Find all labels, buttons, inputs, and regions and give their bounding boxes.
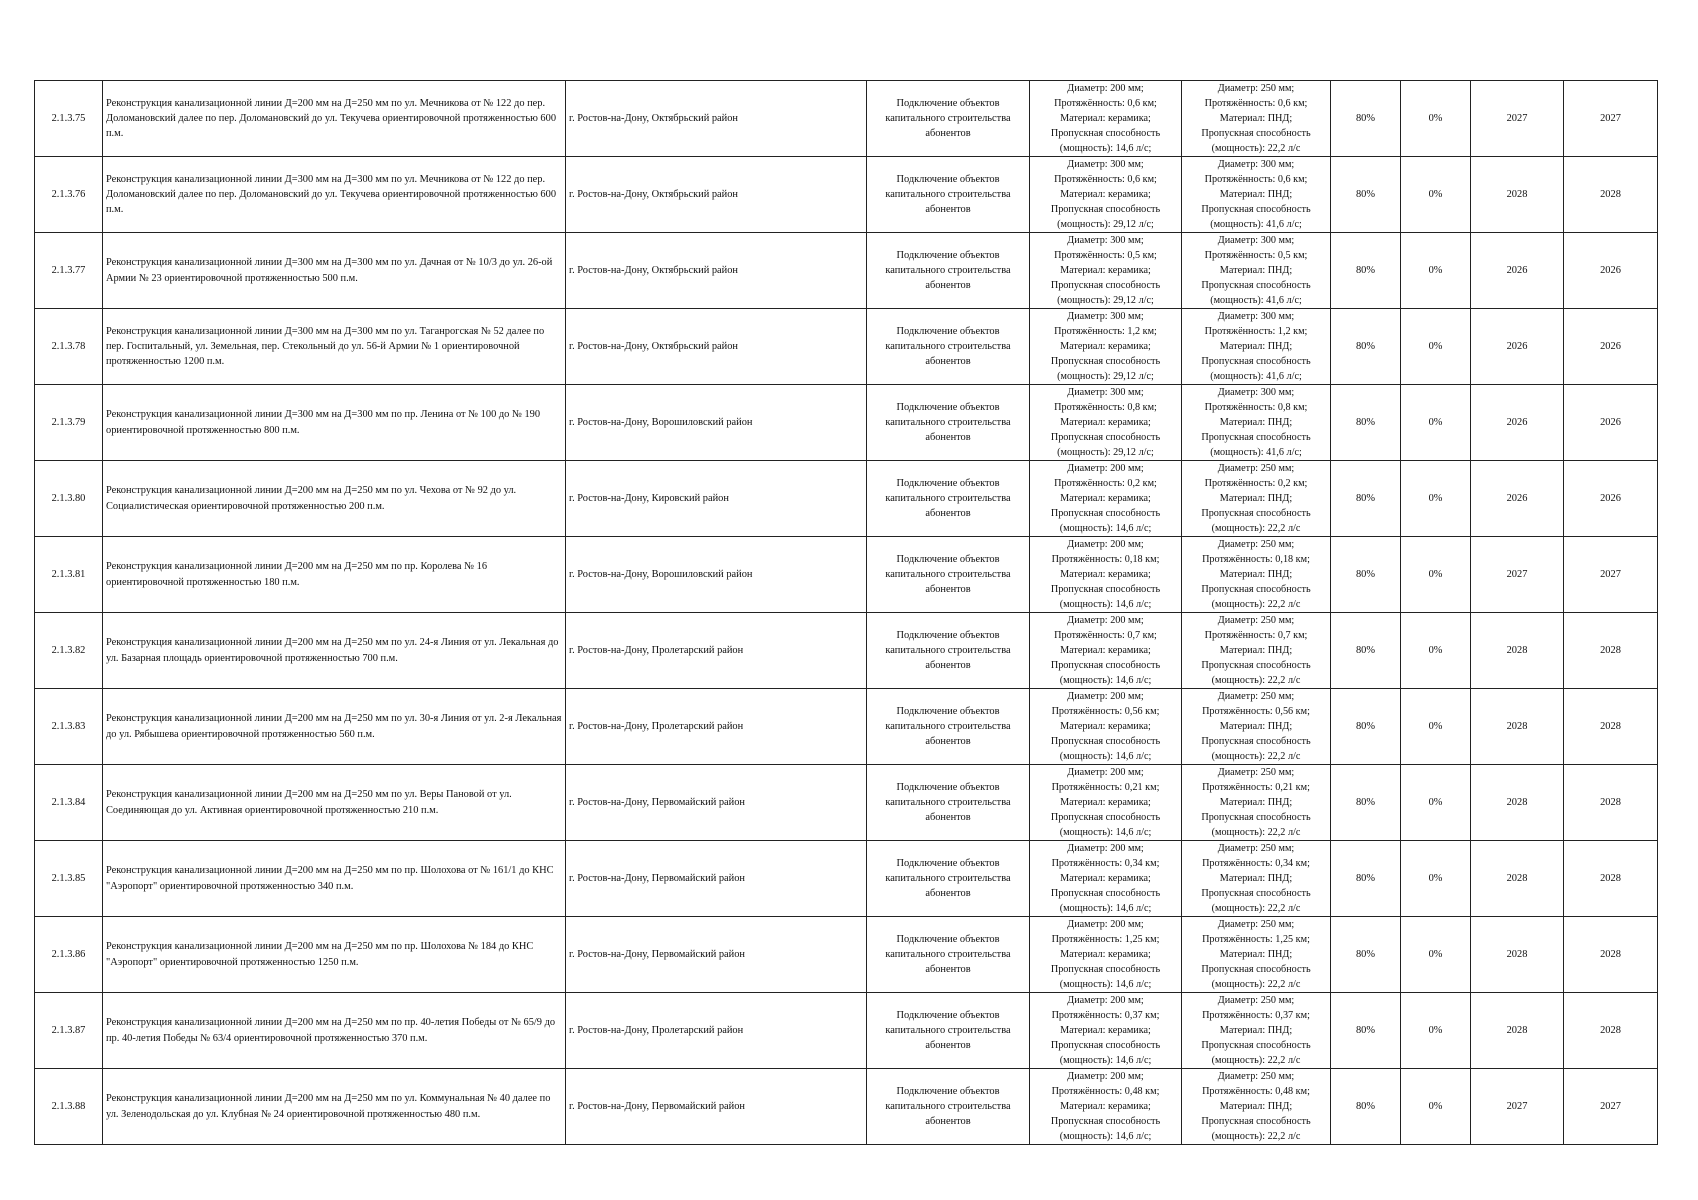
parameters-after <box>1182 309 1331 385</box>
parameter-line: Диаметр: 200 мм; <box>1067 995 1144 1006</box>
percent-value-1: 80% <box>1331 841 1401 917</box>
year-end: 2028 <box>1564 613 1658 689</box>
parameters-before <box>1030 613 1182 689</box>
parameter-line: Диаметр: 200 мм; <box>1067 691 1144 702</box>
project-purpose: Подключение объектов капитального строительства абонентов <box>867 233 1030 309</box>
project-description: Реконструкция канализационной линии Д=300 мм на Д=300 мм по ул. Мечникова от № 122 до пер. Доломановский далее по пер. Доломановский до ул. Текучева ориентировочной протяженностью 600 п.м. <box>103 157 566 233</box>
parameter-line: Материал: керамика; <box>1060 645 1151 656</box>
parameter-line: Протяжённость: 0,37 км; <box>1202 1010 1310 1021</box>
project-purpose: Подключение объектов капитального строительства абонентов <box>867 765 1030 841</box>
parameter-line: Материал: керамика; <box>1060 493 1151 504</box>
parameter-line: (мощность): 22,2 л/с <box>1211 599 1301 610</box>
parameter-line: Материал: керамика; <box>1060 189 1151 200</box>
year-start: 2026 <box>1471 309 1564 385</box>
parameter-line: Протяжённость: 1,2 км; <box>1204 326 1308 337</box>
table-row <box>35 993 1658 1069</box>
parameter-line: Протяжённость: 0,48 км; <box>1051 1086 1160 1097</box>
project-purpose: Подключение объектов капитального строительства абонентов <box>867 917 1030 993</box>
project-location: г. Ростов-на-Дону, Пролетарский район <box>566 689 867 765</box>
project-location: г. Ростов-на-Дону, Пролетарский район <box>566 613 867 689</box>
parameter-line: Пропускная способность <box>1201 888 1311 899</box>
parameters-after <box>1182 537 1331 613</box>
parameter-line: Диаметр: 200 мм; <box>1067 767 1144 778</box>
project-description: Реконструкция канализационной линии Д=300 мм на Д=300 мм по пр. Ленина от № 100 до № 190 ориентировочной протяженностью 800 п.м. <box>103 385 566 461</box>
parameter-line: Материал: керамика; <box>1060 113 1151 124</box>
parameter-line: Пропускная способность <box>1201 204 1311 215</box>
parameter-line: Диаметр: 300 мм; <box>1217 387 1295 398</box>
parameter-line: Материал: ПНД; <box>1219 493 1293 504</box>
project-location: г. Ростов-на-Дону, Ворошиловский район <box>566 537 867 613</box>
project-description: Реконструкция канализационной линии Д=200 мм на Д=250 мм по ул. Коммунальная № 40 далее по ул. Зеленодольская до ул. Клубная № 24 ориентировочной протяженностью 480 п.м. <box>103 1069 566 1145</box>
percent-value-2: 0% <box>1401 689 1471 765</box>
parameter-line: Диаметр: 250 мм; <box>1217 995 1295 1006</box>
percent-value-2: 0% <box>1401 993 1471 1069</box>
parameters-after <box>1182 81 1331 157</box>
project-location: г. Ростов-на-Дону, Пролетарский район <box>566 993 867 1069</box>
parameter-line: (мощность): 41,6 л/с; <box>1210 371 1302 382</box>
percent-value-1: 80% <box>1331 993 1401 1069</box>
parameter-line: Протяжённость: 0,2 км; <box>1054 478 1157 489</box>
parameter-line: Пропускная способность <box>1050 356 1161 367</box>
percent-value-1: 80% <box>1331 689 1401 765</box>
parameter-line: Пропускная способность <box>1050 1040 1161 1051</box>
parameters-after <box>1182 1069 1331 1145</box>
project-purpose: Подключение объектов капитального строительства абонентов <box>867 157 1030 233</box>
parameter-line: (мощность): 22,2 л/с <box>1211 143 1301 154</box>
parameter-line: Диаметр: 250 мм; <box>1217 615 1295 626</box>
percent-value-1: 80% <box>1331 765 1401 841</box>
parameter-line: Протяжённость: 0,6 км; <box>1054 98 1157 109</box>
percent-value-1: 80% <box>1331 537 1401 613</box>
parameter-line: Материал: керамика; <box>1060 1025 1151 1036</box>
parameter-line: (мощность): 29,12 л/с; <box>1057 447 1154 458</box>
parameter-line: (мощность): 22,2 л/с <box>1211 523 1301 534</box>
table-row <box>35 537 1658 613</box>
year-start: 2028 <box>1471 157 1564 233</box>
parameter-line: Материал: керамика; <box>1060 873 1151 884</box>
parameter-line: Протяжённость: 0,6 км; <box>1054 174 1157 185</box>
percent-value-2: 0% <box>1401 765 1471 841</box>
parameter-line: Диаметр: 300 мм; <box>1067 311 1144 322</box>
parameter-line: Диаметр: 200 мм; <box>1067 463 1144 474</box>
parameter-line: Пропускная способность <box>1201 1116 1311 1127</box>
table-row <box>35 461 1658 537</box>
project-location: г. Ростов-на-Дону, Первомайский район <box>566 765 867 841</box>
parameters-before <box>1030 461 1182 537</box>
year-start: 2028 <box>1471 993 1564 1069</box>
percent-value-2: 0% <box>1401 385 1471 461</box>
year-end: 2026 <box>1564 385 1658 461</box>
project-location: г. Ростов-на-Дону, Кировский район <box>566 461 867 537</box>
parameter-line: Пропускная способность <box>1201 1040 1311 1051</box>
parameters-before <box>1030 841 1182 917</box>
year-end: 2027 <box>1564 537 1658 613</box>
row-number: 2.1.3.79 <box>35 385 103 461</box>
project-purpose: Подключение объектов капитального строительства абонентов <box>867 309 1030 385</box>
parameter-line: Диаметр: 200 мм; <box>1067 83 1144 94</box>
parameters-before <box>1030 1069 1182 1145</box>
parameter-line: Диаметр: 250 мм; <box>1217 539 1295 550</box>
year-start: 2027 <box>1471 537 1564 613</box>
percent-value-1: 80% <box>1331 233 1401 309</box>
row-number: 2.1.3.75 <box>35 81 103 157</box>
parameters-after <box>1182 917 1331 993</box>
parameter-line: (мощность): 14,6 л/с; <box>1059 523 1152 534</box>
parameter-line: Пропускная способность <box>1050 812 1161 823</box>
parameters-before <box>1030 309 1182 385</box>
parameters-after <box>1182 765 1331 841</box>
project-description: Реконструкция канализационной линии Д=200 мм на Д=250 мм по пр. Шолохова № 184 до КНС "Аэропорт" ориентировочной протяженностью 1250 п.м. <box>103 917 566 993</box>
parameter-line: Материал: ПНД; <box>1219 569 1293 580</box>
parameter-line: (мощность): 22,2 л/с <box>1211 1055 1301 1066</box>
parameters-after <box>1182 157 1331 233</box>
year-start: 2028 <box>1471 841 1564 917</box>
parameter-line: (мощность): 22,2 л/с <box>1211 751 1301 762</box>
parameters-after <box>1182 385 1331 461</box>
percent-value-2: 0% <box>1401 309 1471 385</box>
year-end: 2028 <box>1564 765 1658 841</box>
parameter-line: Диаметр: 250 мм; <box>1217 919 1295 930</box>
parameter-line: (мощность): 29,12 л/с; <box>1057 219 1154 230</box>
row-number: 2.1.3.86 <box>35 917 103 993</box>
parameter-line: (мощность): 22,2 л/с <box>1211 675 1301 686</box>
parameter-line: Протяжённость: 0,18 км; <box>1202 554 1310 565</box>
parameter-line: Протяжённость: 0,21 км; <box>1202 782 1310 793</box>
parameter-line: Диаметр: 250 мм; <box>1217 843 1295 854</box>
parameters-before <box>1030 233 1182 309</box>
parameters-after <box>1182 993 1331 1069</box>
parameter-line: Диаметр: 300 мм; <box>1067 235 1144 246</box>
percent-value-2: 0% <box>1401 537 1471 613</box>
percent-value-2: 0% <box>1401 81 1471 157</box>
parameter-line: Пропускная способность <box>1050 508 1161 519</box>
year-end: 2028 <box>1564 841 1658 917</box>
percent-value-2: 0% <box>1401 613 1471 689</box>
parameter-line: Пропускная способность <box>1201 964 1311 975</box>
parameter-line: Протяжённость: 0,56 км; <box>1202 706 1310 717</box>
project-description: Реконструкция канализационной линии Д=200 мм на Д=250 мм по пр. 40-летия Победы от № 65/9 до пр. 40-летия Победы № 63/4 ориентировочной протяженностью 370 п.м. <box>103 993 566 1069</box>
parameter-line: Пропускная способность <box>1050 736 1161 747</box>
project-purpose: Подключение объектов капитального строительства абонентов <box>867 689 1030 765</box>
table-row <box>35 689 1658 765</box>
parameter-line: Протяжённость: 0,34 км; <box>1202 858 1310 869</box>
parameter-line: (мощность): 22,2 л/с <box>1211 903 1301 914</box>
parameter-line: Диаметр: 250 мм; <box>1217 463 1295 474</box>
parameter-line: (мощность): 14,6 л/с; <box>1059 599 1152 610</box>
parameter-line: Пропускная способность <box>1050 128 1161 139</box>
project-description: Реконструкция канализационной линии Д=200 мм на Д=250 мм по ул. Мечникова от № 122 до пер. Доломановский далее по пер. Доломановский до ул. Текучева ориентировочной протяженностью 600 п.м. <box>103 81 566 157</box>
percent-value-2: 0% <box>1401 917 1471 993</box>
parameters-before <box>1030 537 1182 613</box>
parameter-line: Диаметр: 250 мм; <box>1217 1071 1295 1082</box>
year-start: 2027 <box>1471 1069 1564 1145</box>
project-description: Реконструкция канализационной линии Д=200 мм на Д=250 мм по ул. 30-я Линия от ул. 2-я Лекальная до ул. Рябышева ориентировочной протяженностью 560 п.м. <box>103 689 566 765</box>
parameter-line: Диаметр: 250 мм; <box>1217 83 1295 94</box>
project-description: Реконструкция канализационной линии Д=200 мм на Д=250 мм по ул. Чехова от № 92 до ул. Социалистическая ориентировочной протяженностью 200 п.м. <box>103 461 566 537</box>
parameter-line: Материал: ПНД; <box>1219 265 1293 276</box>
parameter-line: Пропускная способность <box>1201 508 1311 519</box>
parameters-before <box>1030 917 1182 993</box>
project-purpose: Подключение объектов капитального строительства абонентов <box>867 537 1030 613</box>
parameter-line: Диаметр: 300 мм; <box>1067 159 1144 170</box>
parameter-line: Пропускная способность <box>1050 280 1161 291</box>
parameter-line: Материал: ПНД; <box>1219 873 1293 884</box>
parameter-line: Диаметр: 200 мм; <box>1067 919 1144 930</box>
row-number: 2.1.3.81 <box>35 537 103 613</box>
project-location: г. Ростов-на-Дону, Первомайский район <box>566 917 867 993</box>
parameter-line: Пропускная способность <box>1050 660 1161 671</box>
parameter-line: Материал: ПНД; <box>1219 417 1293 428</box>
parameter-line: Материал: ПНД; <box>1219 797 1293 808</box>
parameter-line: Материал: керамика; <box>1060 569 1151 580</box>
year-start: 2028 <box>1471 689 1564 765</box>
parameter-line: Пропускная способность <box>1201 356 1311 367</box>
parameter-line: Протяжённость: 0,2 км; <box>1204 478 1308 489</box>
parameter-line: Материал: ПНД; <box>1219 1101 1293 1112</box>
project-location: г. Ростов-на-Дону, Октябрьский район <box>566 157 867 233</box>
percent-value-1: 80% <box>1331 1069 1401 1145</box>
row-number: 2.1.3.80 <box>35 461 103 537</box>
parameter-line: Материал: ПНД; <box>1219 113 1293 124</box>
parameter-line: (мощность): 14,6 л/с; <box>1059 903 1152 914</box>
percent-value-2: 0% <box>1401 157 1471 233</box>
percent-value-1: 80% <box>1331 81 1401 157</box>
row-number: 2.1.3.76 <box>35 157 103 233</box>
parameter-line: Протяжённость: 0,5 км; <box>1054 250 1157 261</box>
parameter-line: Пропускная способность <box>1201 812 1311 823</box>
parameter-line: Протяжённость: 0,8 км; <box>1054 402 1157 413</box>
row-number: 2.1.3.84 <box>35 765 103 841</box>
parameter-line: Протяжённость: 1,25 км; <box>1051 934 1160 945</box>
project-description: Реконструкция канализационной линии Д=200 мм на Д=250 мм по пр. Королева № 16 ориентировочной протяженностью 180 п.м. <box>103 537 566 613</box>
parameter-line: (мощность): 14,6 л/с; <box>1059 827 1152 838</box>
project-purpose: Подключение объектов капитального строительства абонентов <box>867 993 1030 1069</box>
parameter-line: Диаметр: 200 мм; <box>1067 1071 1144 1082</box>
parameter-line: (мощность): 22,2 л/с <box>1211 979 1301 990</box>
parameter-line: Протяжённость: 0,7 км; <box>1204 630 1308 641</box>
parameters-after <box>1182 461 1331 537</box>
parameter-line: Протяжённость: 0,6 км; <box>1204 98 1308 109</box>
parameter-line: Пропускная способность <box>1050 432 1161 443</box>
parameters-before <box>1030 993 1182 1069</box>
table-row <box>35 917 1658 993</box>
parameters-after <box>1182 689 1331 765</box>
parameter-line: Пропускная способность <box>1050 204 1161 215</box>
parameter-line: Материал: ПНД; <box>1219 949 1293 960</box>
parameter-line: Диаметр: 250 мм; <box>1217 691 1295 702</box>
parameter-line: Пропускная способность <box>1201 736 1311 747</box>
document-page <box>34 80 1657 1145</box>
parameter-line: (мощность): 14,6 л/с; <box>1059 675 1152 686</box>
parameters-after <box>1182 613 1331 689</box>
reconstruction-table <box>34 80 1658 1145</box>
table-row <box>35 233 1658 309</box>
parameter-line: Протяжённость: 0,18 км; <box>1051 554 1160 565</box>
year-start: 2026 <box>1471 233 1564 309</box>
parameter-line: Материал: керамика; <box>1060 949 1151 960</box>
year-start: 2028 <box>1471 917 1564 993</box>
parameter-line: Пропускная способность <box>1050 584 1161 595</box>
parameter-line: Протяжённость: 0,8 км; <box>1204 402 1308 413</box>
parameter-line: (мощность): 41,6 л/с; <box>1210 219 1302 230</box>
parameter-line: Диаметр: 300 мм; <box>1217 235 1295 246</box>
row-number: 2.1.3.87 <box>35 993 103 1069</box>
parameters-before <box>1030 81 1182 157</box>
parameter-line: Материал: керамика; <box>1060 1101 1151 1112</box>
parameter-line: (мощность): 41,6 л/с; <box>1210 295 1302 306</box>
year-start: 2028 <box>1471 765 1564 841</box>
parameter-line: Материал: ПНД; <box>1219 341 1293 352</box>
parameter-line: Материал: керамика; <box>1060 417 1151 428</box>
project-purpose: Подключение объектов капитального строительства абонентов <box>867 81 1030 157</box>
parameter-line: Диаметр: 200 мм; <box>1067 615 1144 626</box>
percent-value-1: 80% <box>1331 157 1401 233</box>
parameters-before <box>1030 385 1182 461</box>
table-row <box>35 613 1658 689</box>
project-description: Реконструкция канализационной линии Д=300 мм на Д=300 мм по ул. Дачная от № 10/3 до ул. 26-ой Армии № 23 ориентировочной протяженностью 500 п.м. <box>103 233 566 309</box>
parameter-line: Диаметр: 300 мм; <box>1217 159 1295 170</box>
parameter-line: (мощность): 14,6 л/с; <box>1059 143 1152 154</box>
project-purpose: Подключение объектов капитального строительства абонентов <box>867 841 1030 917</box>
percent-value-1: 80% <box>1331 385 1401 461</box>
project-purpose: Подключение объектов капитального строительства абонентов <box>867 385 1030 461</box>
parameter-line: (мощность): 14,6 л/с; <box>1059 1131 1152 1142</box>
table-row <box>35 841 1658 917</box>
project-description: Реконструкция канализационной линии Д=200 мм на Д=250 мм по пр. Шолохова от № 161/1 до КНС "Аэропорт" ориентировочной протяженностью 340 п.м. <box>103 841 566 917</box>
row-number: 2.1.3.77 <box>35 233 103 309</box>
parameter-line: Материал: керамика; <box>1060 341 1151 352</box>
percent-value-2: 0% <box>1401 1069 1471 1145</box>
parameter-line: Пропускная способность <box>1201 280 1311 291</box>
parameters-before <box>1030 689 1182 765</box>
percent-value-2: 0% <box>1401 461 1471 537</box>
row-number: 2.1.3.83 <box>35 689 103 765</box>
row-number: 2.1.3.78 <box>35 309 103 385</box>
year-end: 2027 <box>1564 1069 1658 1145</box>
parameter-line: Диаметр: 200 мм; <box>1067 843 1144 854</box>
parameter-line: Пропускная способность <box>1201 660 1311 671</box>
parameter-line: Пропускная способность <box>1201 128 1311 139</box>
project-location: г. Ростов-на-Дону, Первомайский район <box>566 841 867 917</box>
project-description: Реконструкция канализационной линии Д=300 мм на Д=300 мм по ул. Таганрогская № 52 далее по пер. Госпитальный, ул. Земельная, пер. Стекольный до ул. 56-й Армии № 1 ориентировочной протяженностью 1200 п.м. <box>103 309 566 385</box>
percent-value-2: 0% <box>1401 841 1471 917</box>
parameter-line: (мощность): 41,6 л/с; <box>1210 447 1302 458</box>
year-end: 2026 <box>1564 461 1658 537</box>
parameter-line: Диаметр: 300 мм; <box>1217 311 1295 322</box>
parameter-line: Протяжённость: 1,25 км; <box>1202 934 1310 945</box>
year-end: 2028 <box>1564 993 1658 1069</box>
parameter-line: (мощность): 29,12 л/с; <box>1057 371 1154 382</box>
table-row <box>35 1069 1658 1145</box>
year-start: 2026 <box>1471 461 1564 537</box>
row-number: 2.1.3.88 <box>35 1069 103 1145</box>
parameter-line: Пропускная способность <box>1201 432 1311 443</box>
table-row <box>35 385 1658 461</box>
parameter-line: Протяжённость: 0,6 км; <box>1204 174 1308 185</box>
project-location: г. Ростов-на-Дону, Октябрьский район <box>566 309 867 385</box>
parameters-before <box>1030 765 1182 841</box>
parameter-line: (мощность): 14,6 л/с; <box>1059 1055 1152 1066</box>
parameter-line: (мощность): 14,6 л/с; <box>1059 979 1152 990</box>
parameter-line: Протяжённость: 0,7 км; <box>1054 630 1157 641</box>
table-row <box>35 309 1658 385</box>
project-location: г. Ростов-на-Дону, Октябрьский район <box>566 81 867 157</box>
parameter-line: Протяжённость: 0,37 км; <box>1051 1010 1160 1021</box>
parameter-line: Диаметр: 300 мм; <box>1067 387 1144 398</box>
project-location: г. Ростов-на-Дону, Первомайский район <box>566 1069 867 1145</box>
parameter-line: Материал: керамика; <box>1060 265 1151 276</box>
year-end: 2026 <box>1564 309 1658 385</box>
parameter-line: (мощность): 14,6 л/с; <box>1059 751 1152 762</box>
year-end: 2028 <box>1564 917 1658 993</box>
year-end: 2026 <box>1564 233 1658 309</box>
parameter-line: Протяжённость: 1,2 км; <box>1054 326 1157 337</box>
row-number: 2.1.3.82 <box>35 613 103 689</box>
parameter-line: Диаметр: 200 мм; <box>1067 539 1144 550</box>
table-row <box>35 157 1658 233</box>
project-purpose: Подключение объектов капитального строительства абонентов <box>867 1069 1030 1145</box>
parameter-line: Протяжённость: 0,48 км; <box>1202 1086 1310 1097</box>
parameter-line: (мощность): 22,2 л/с <box>1211 1131 1301 1142</box>
year-start: 2027 <box>1471 81 1564 157</box>
percent-value-2: 0% <box>1401 233 1471 309</box>
table-row <box>35 81 1658 157</box>
parameter-line: Пропускная способность <box>1050 1116 1161 1127</box>
parameter-line: Материал: ПНД; <box>1219 189 1293 200</box>
project-location: г. Ростов-на-Дону, Октябрьский район <box>566 233 867 309</box>
project-purpose: Подключение объектов капитального строительства абонентов <box>867 461 1030 537</box>
parameter-line: (мощность): 22,2 л/с <box>1211 827 1301 838</box>
year-end: 2028 <box>1564 689 1658 765</box>
parameter-line: Материал: ПНД; <box>1219 645 1293 656</box>
table-row <box>35 765 1658 841</box>
project-description: Реконструкция канализационной линии Д=200 мм на Д=250 мм по ул. Веры Пановой от ул. Соединяющая до ул. Активная ориентировочной протяженностью 210 п.м. <box>103 765 566 841</box>
row-number: 2.1.3.85 <box>35 841 103 917</box>
parameter-line: Материал: ПНД; <box>1219 1025 1293 1036</box>
parameter-line: Пропускная способность <box>1050 964 1161 975</box>
parameter-line: Материал: керамика; <box>1060 721 1151 732</box>
percent-value-1: 80% <box>1331 461 1401 537</box>
year-end: 2028 <box>1564 157 1658 233</box>
parameter-line: Протяжённость: 0,21 км; <box>1051 782 1160 793</box>
percent-value-1: 80% <box>1331 309 1401 385</box>
year-end: 2027 <box>1564 81 1658 157</box>
parameter-line: Протяжённость: 0,56 км; <box>1051 706 1160 717</box>
project-description: Реконструкция канализационной линии Д=200 мм на Д=250 мм по ул. 24-я Линия от ул. Лекальная до ул. Базарная площадь ориентировочной протяженностью 700 п.м. <box>103 613 566 689</box>
project-purpose: Подключение объектов капитального строительства абонентов <box>867 613 1030 689</box>
parameter-line: Пропускная способность <box>1050 888 1161 899</box>
year-start: 2028 <box>1471 613 1564 689</box>
parameter-line: Протяжённость: 0,5 км; <box>1204 250 1308 261</box>
percent-value-1: 80% <box>1331 917 1401 993</box>
parameters-after <box>1182 841 1331 917</box>
parameters-after <box>1182 233 1331 309</box>
percent-value-1: 80% <box>1331 613 1401 689</box>
parameter-line: Пропускная способность <box>1201 584 1311 595</box>
parameter-line: Протяжённость: 0,34 км; <box>1051 858 1160 869</box>
parameter-line: Материал: керамика; <box>1060 797 1151 808</box>
year-start: 2026 <box>1471 385 1564 461</box>
parameter-line: (мощность): 29,12 л/с; <box>1057 295 1154 306</box>
project-location: г. Ростов-на-Дону, Ворошиловский район <box>566 385 867 461</box>
parameter-line: Материал: ПНД; <box>1219 721 1293 732</box>
parameter-line: Диаметр: 250 мм; <box>1217 767 1295 778</box>
parameters-before <box>1030 157 1182 233</box>
